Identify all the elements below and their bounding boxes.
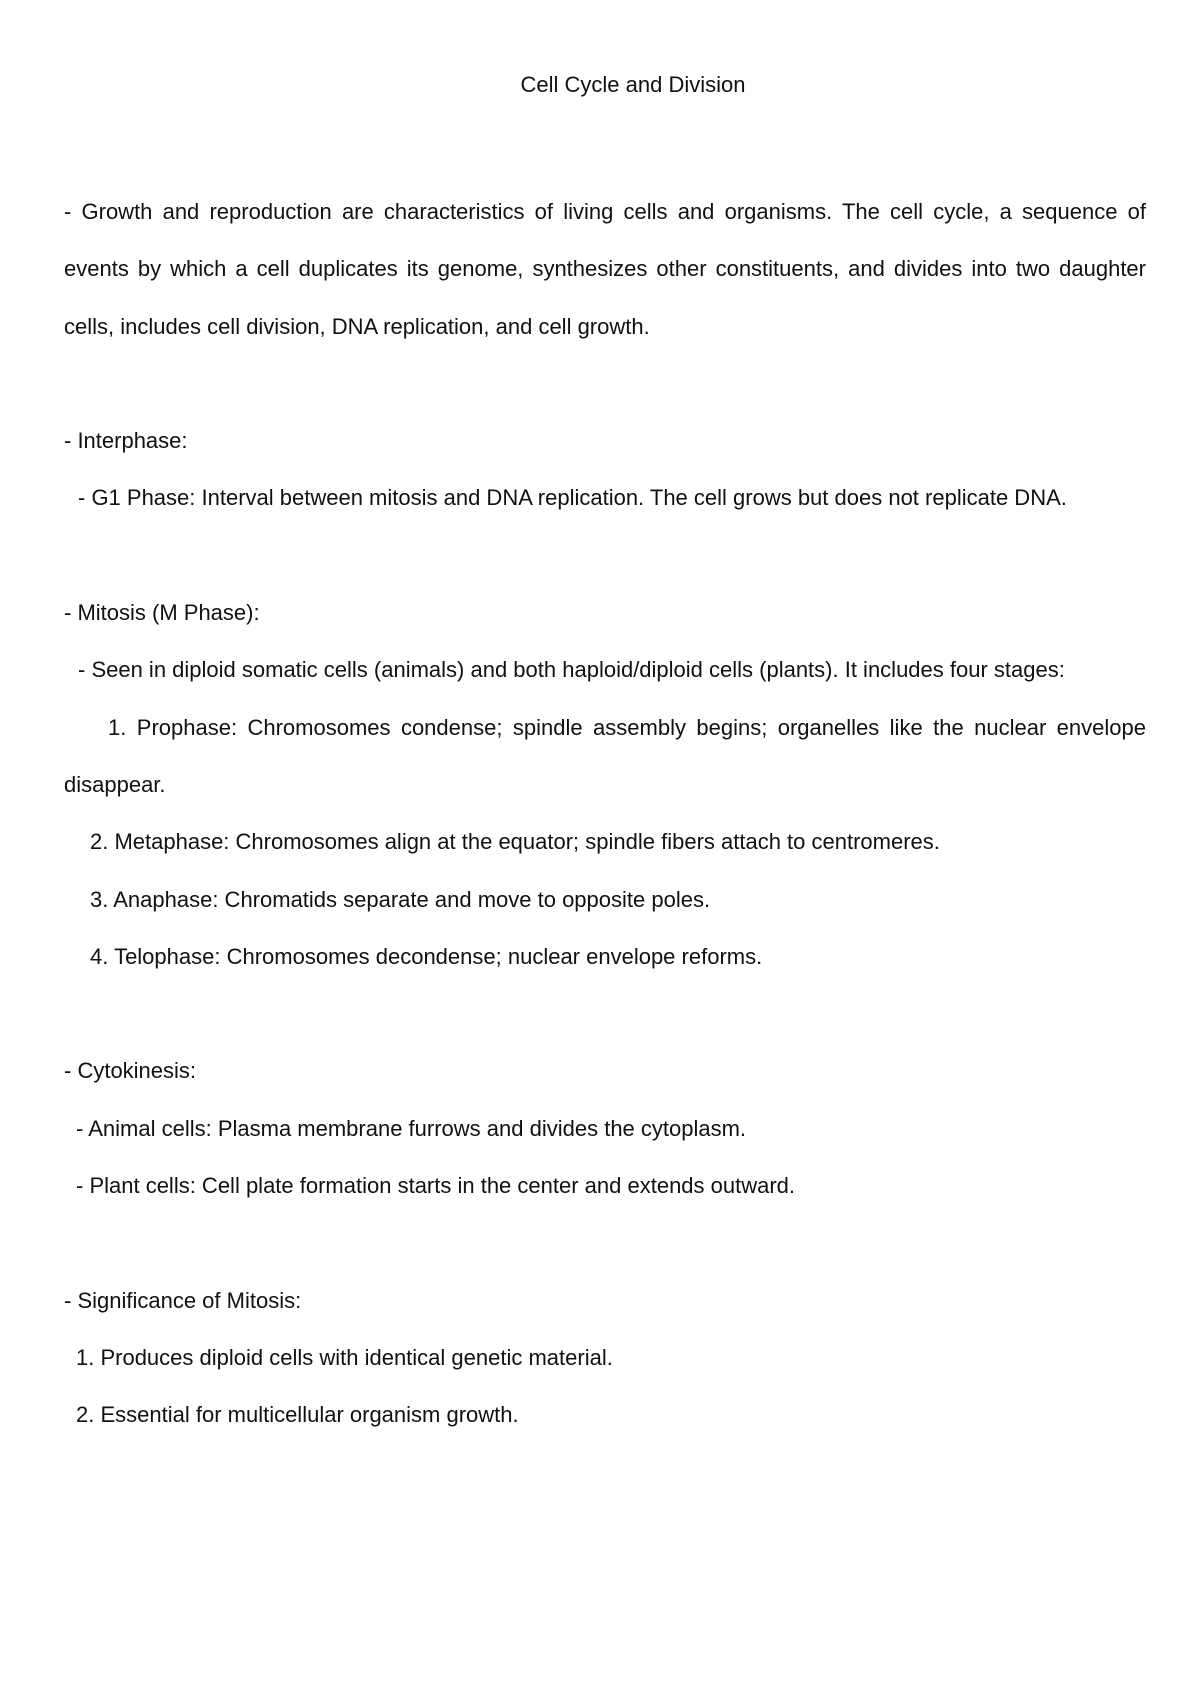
document-title: Cell Cycle and Division: [520, 72, 746, 97]
document-body: [64, 183, 1146, 1444]
interphase-heading: - Interphase:: [64, 428, 188, 454]
mitosis-stage-anaphase: 3. Anaphase: Chromatids separate and move to opposite poles.: [90, 886, 711, 912]
cytokinesis-animal-cells: - Animal cells: Plasma membrane furrows and divides the cytoplasm.: [76, 1115, 747, 1141]
intro-paragraph: - Growth and reproduction are characteristics of living cells and organisms. The cell cycle, a sequence of events by which a cell duplicates its genome, synthesizes other constituents, and divides into two daughter cells, includes cell division, DNA replication, and cell growth.: [64, 199, 1146, 339]
significance-point-2: 2. Essential for multicellular organism growth.: [76, 1402, 519, 1428]
mitosis-heading: - Mitosis (M Phase):: [64, 600, 260, 626]
mitosis-stage-telophase: 4. Telophase: Chromosomes decondense; nuclear envelope reforms.: [90, 943, 763, 969]
mitosis-overview-paragraph: - Seen in diploid somatic cells (animals) and both haploid/diploid cells (plants). It includes four stages:: [78, 657, 1065, 683]
significance-point-1: 1. Produces diploid cells with identical genetic material.: [76, 1344, 613, 1370]
g1-phase-paragraph: - G1 Phase: Interval between mitosis and DNA replication. The cell grows but does not replicate DNA.: [78, 485, 1067, 511]
spacer: [64, 985, 1146, 1042]
cytokinesis-plant-cells: - Plant cells: Cell plate formation starts in the center and extends outward.: [76, 1173, 796, 1199]
spacer: [64, 355, 1146, 412]
cytokinesis-heading: - Cytokinesis:: [64, 1058, 197, 1084]
spacer: [64, 527, 1146, 584]
spacer: [64, 1214, 1146, 1271]
mitosis-stage-prophase: 1. Prophase: Chromosomes condense; spindle assembly begins; organelles like the nuclear envelope disappear.: [64, 714, 1146, 797]
significance-heading: - Significance of Mitosis:: [64, 1287, 302, 1313]
mitosis-stage-metaphase: 2. Metaphase: Chromosomes align at the equator; spindle fibers attach to centromeres.: [90, 829, 940, 855]
